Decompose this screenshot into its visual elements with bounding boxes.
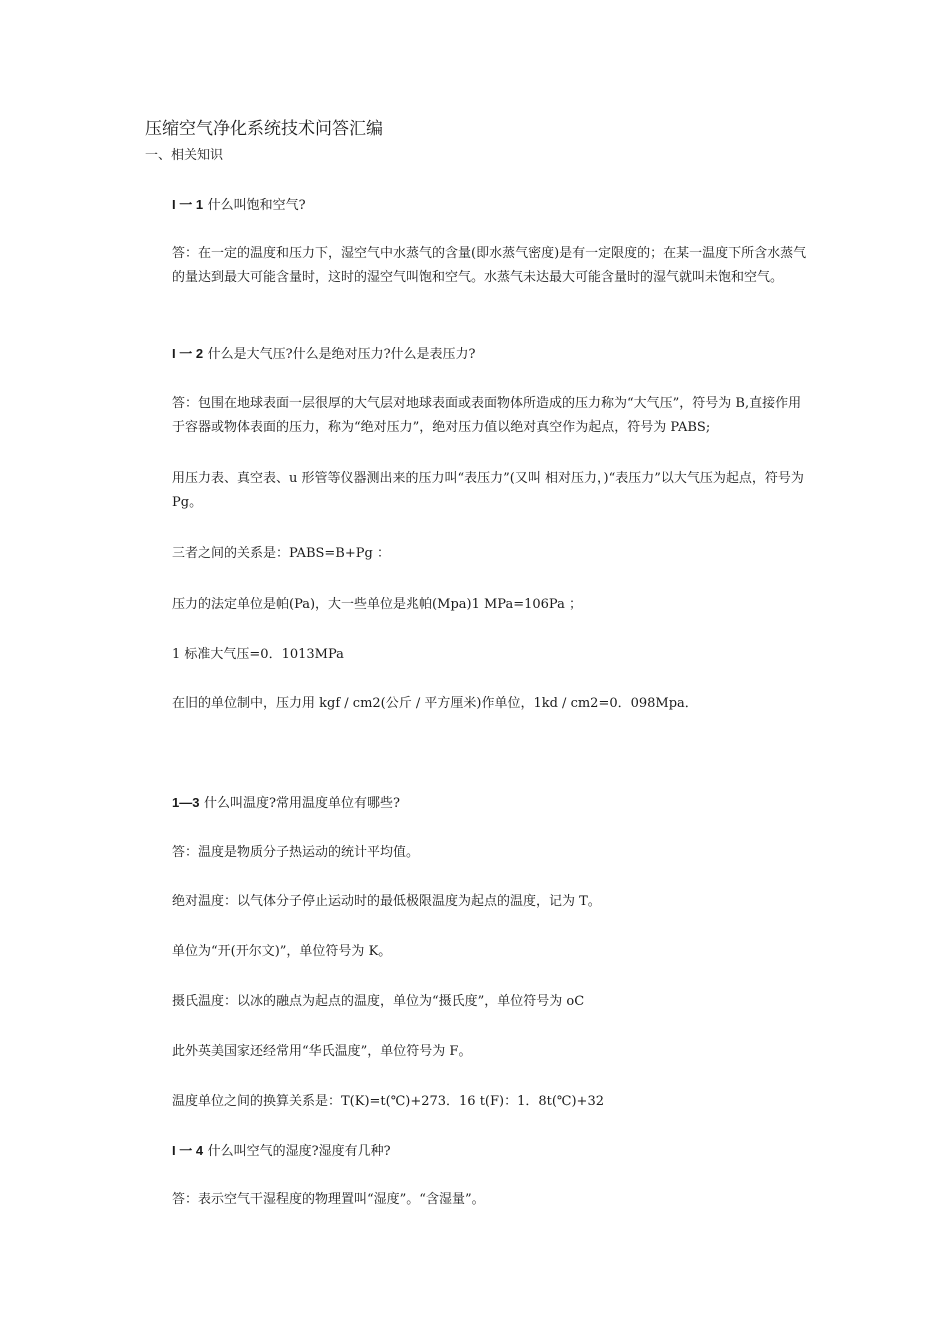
question-4-number: I 一 4 xyxy=(172,1143,204,1158)
question-2-paragraph-1: 答：包围在地球表面一层很厚的大气层对地球表面或表面物体所造成的压力称为“大气压”，符号为 B,直接作用于容器或物体表面的压力，称为“绝对压力”，绝对压力值以绝对真空作为起点，符号为 PABS; xyxy=(172,396,802,435)
question-3-number: 1—3 xyxy=(172,795,200,810)
question-3-paragraph-4: 摄氏温度：以冰的融点为起点的温度，单位为“摄氏度”，单位符号为 oC xyxy=(172,994,585,1009)
question-2-paragraph-6: 在旧的单位制中，压力用 kgf / cm2(公斤 / 平方厘米)作单位，1kd / cm2=0．098Mpa． xyxy=(172,696,698,711)
question-1-answer: 答：在一定的温度和压力下，湿空气中水蒸气的含量(即水蒸气密度)是有一定限度的；在某一温度下所含水蒸气的量达到最大可能含量时，这时的湿空气叫饱和空气。水蒸气未达最大可能含量时的湿气就叫未饱和空气。 xyxy=(172,246,807,285)
question-2-paragraph-3: 三者之间的关系是：PABS=B+Pg ： xyxy=(172,546,390,561)
question-1-text: 什么叫饱和空气? xyxy=(207,198,306,213)
question-3-paragraph-2: 绝对温度：以气体分子停止运动时的最低极限温度为起点的温度，记为 T。 xyxy=(172,894,601,909)
question-2-text: 什么是大气压?什么是绝对压力?什么是表压力? xyxy=(207,347,476,362)
question-3-paragraph-5: 此外英美国家还经常用“华氏温度”，单位符号为 F。 xyxy=(172,1044,472,1059)
question-1-heading xyxy=(172,193,812,218)
question-1-number: I 一 1 xyxy=(172,197,204,212)
question-4-heading xyxy=(172,1139,812,1164)
question-3-paragraph-6: 温度单位之间的换算关系是：T(K)=t(℃)+273．16 t(F)：1．8t(℃)+32 xyxy=(172,1094,604,1109)
document-title: 压缩空气净化系统技术问答汇编 xyxy=(145,119,383,139)
section-heading: 一、相关知识 xyxy=(145,148,224,163)
question-2-paragraph-5: 1 标准大气压=0．1013MPa xyxy=(172,647,344,662)
question-3-paragraph-3: 单位为“开(开尔文)”，单位符号为 K。 xyxy=(172,944,392,959)
question-2-number: I 一 2 xyxy=(172,346,204,361)
question-2-heading xyxy=(172,342,812,367)
question-3-heading xyxy=(172,791,812,816)
question-4-text: 什么叫空气的湿度?湿度有几种? xyxy=(207,1144,391,1159)
question-4-paragraph-1: 答：表示空气干湿程度的物理置叫“湿度”。“含湿量”。 xyxy=(172,1192,485,1207)
question-3-text: 什么叫温度?常用温度单位有哪些? xyxy=(204,796,400,811)
question-3-paragraph-1: 答：温度是物质分子热运动的统计平均值。 xyxy=(172,845,420,860)
question-2-paragraph-4: 压力的法定单位是帕(Pa)，大一些单位是兆帕(Mpa)1 MPa=106Pa ； xyxy=(172,597,582,612)
question-2-paragraph-2: 用压力表、真空表、u 形管等仪器测出来的压力叫“表压力”(又叫 相对压力，)“表压力”以大气压为起点，符号为 Pg。 xyxy=(172,471,804,510)
